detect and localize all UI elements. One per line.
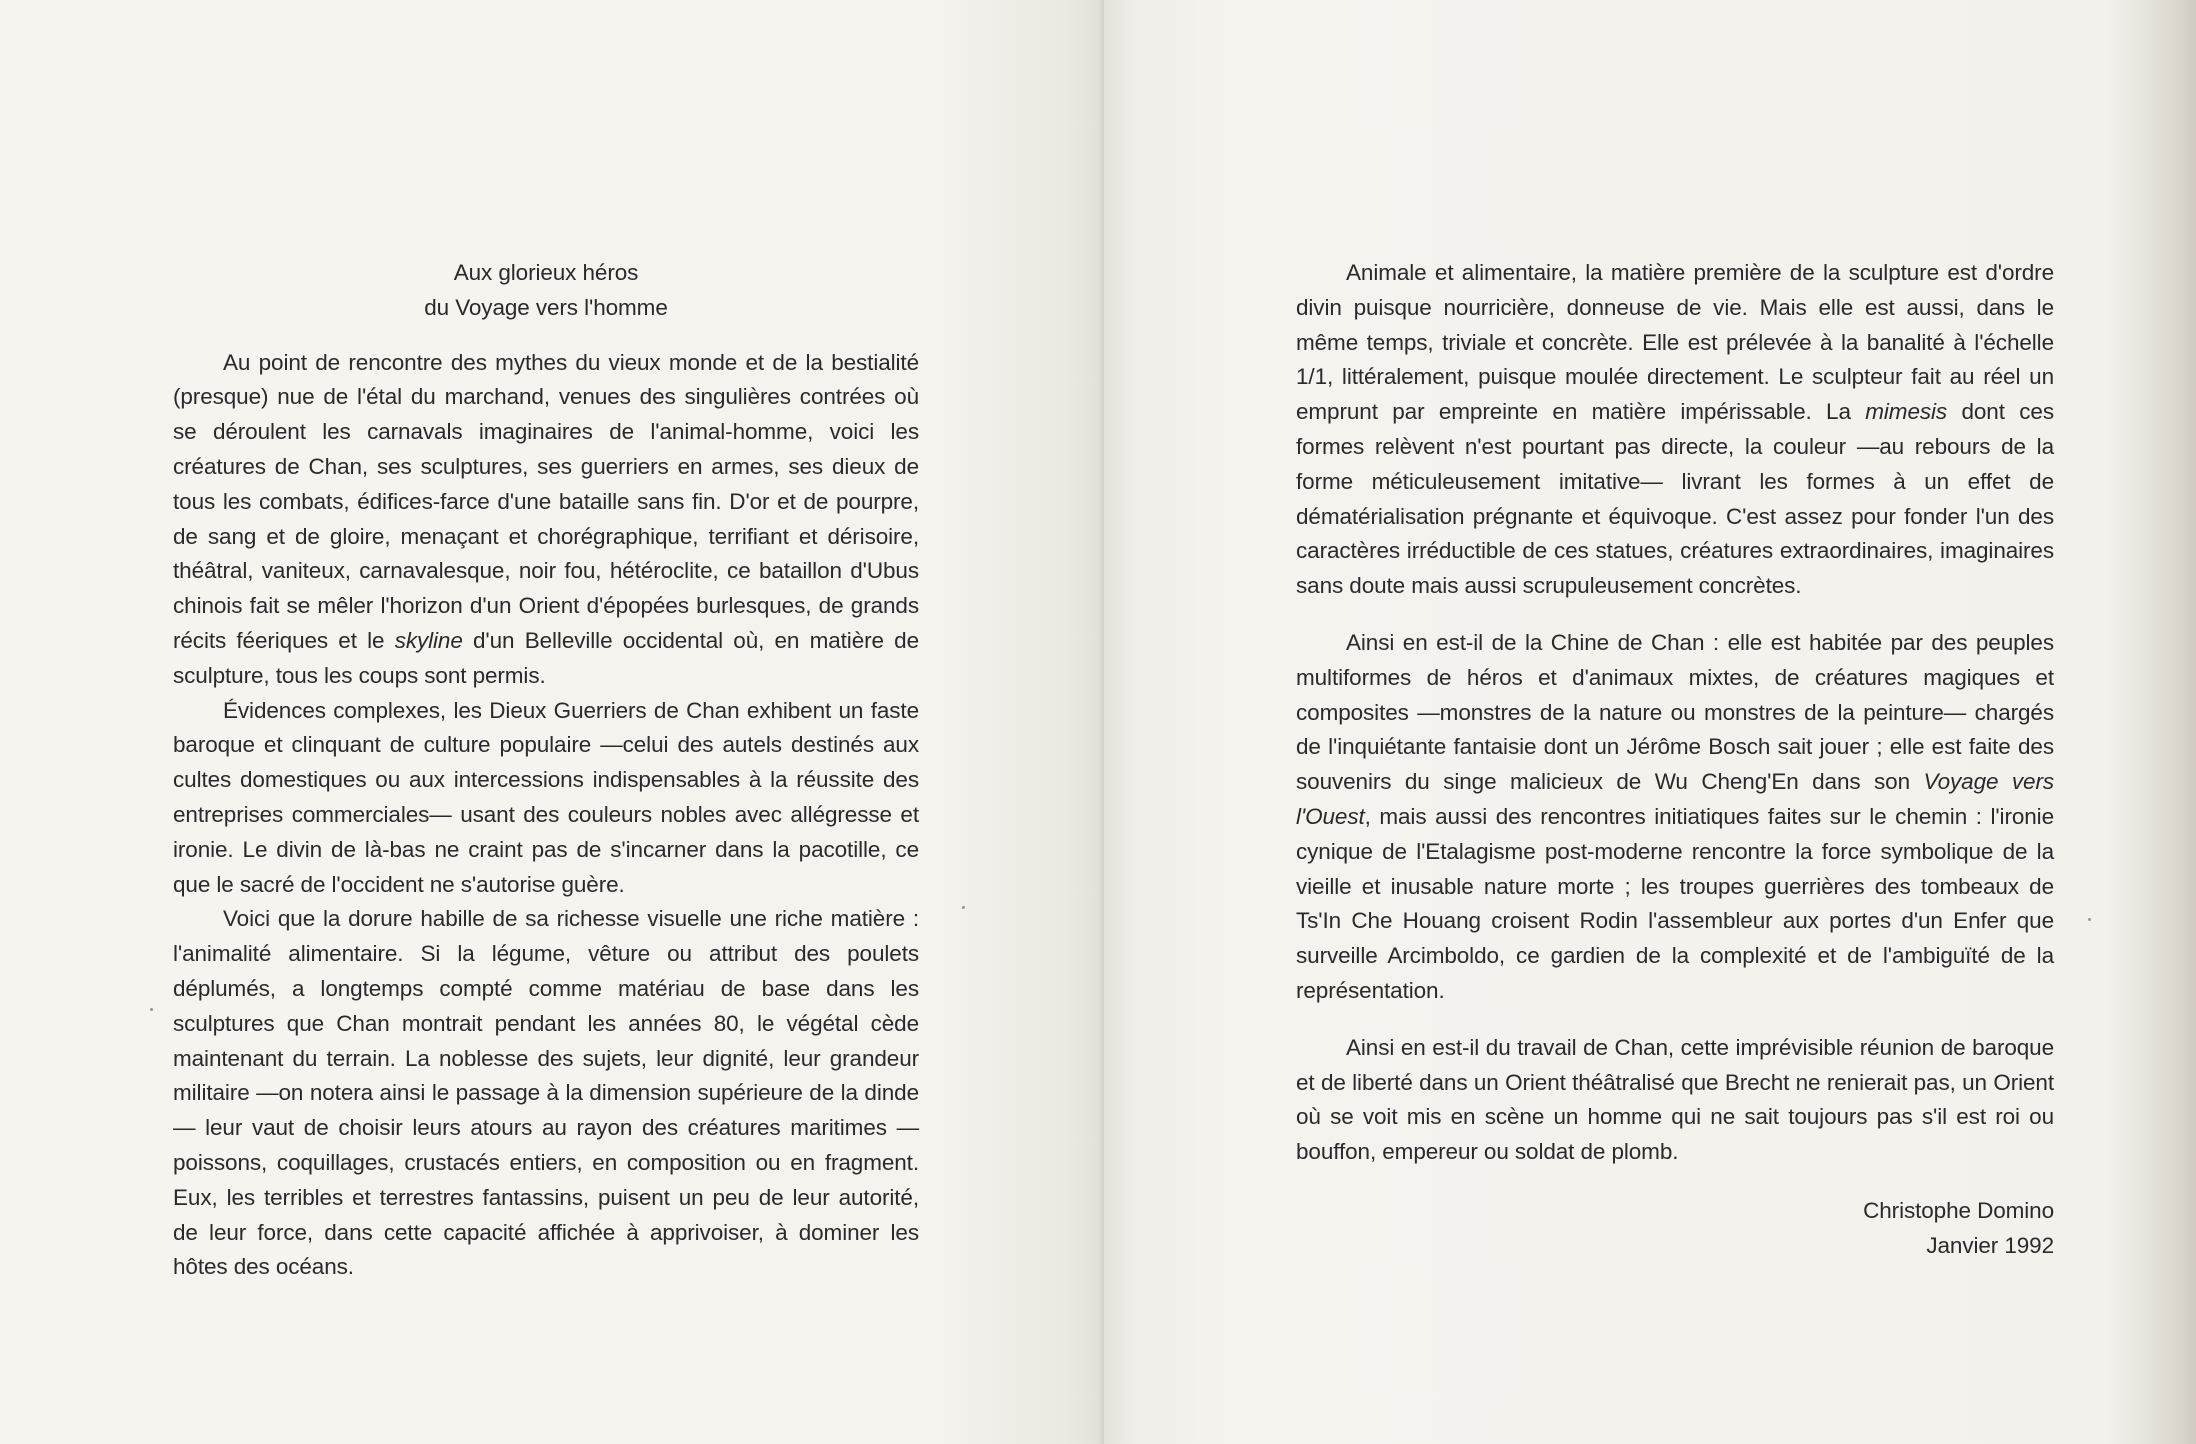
right-paragraph-2-text-a: Ainsi en est-il de la Chine de Chan : elle est habitée par des peuples multiformes de héros et d'animaux mixtes, de créatures magiques et composites —monstres de la nature ou monstres de la peinture— chargés de l'inquiétante fantaisie dont un Jérôme Bosch sait jouer ; elle est faite des souvenirs du singe malicieux de Wu Cheng'En dans son: [1296, 629, 2054, 795]
left-paragraph-1-text-b: d'un Belleville occidental où, en matière de sculpture, tous les coups sont permis.: [173, 627, 919, 688]
right-paragraph-2: [1296, 626, 2054, 1009]
signature-date: Janvier 1992: [1926, 1232, 2054, 1258]
right-paragraph-2-text-b: , mais aussi des rencontres initiatiques faites sur le chemin : l'ironie cynique de l'Etalagisme post-moderne rencontre la force symbolique de la vieille et inusable nature morte ; les troupes guerrières des tombeaux de Ts'In Che Houang croisent Rodin l'assembleur aux portes d'un Enfer que surveille Arcimboldo, ce gardien de la complexité et de l'ambiguïté de la représentation.: [1296, 803, 2054, 1003]
dedication-line-1: Aux glorieux héros: [453, 260, 639, 285]
right-paragraph-1-italic: mimesis: [1865, 399, 1948, 425]
left-text-column: [173, 256, 919, 1285]
paper-speck: [962, 906, 965, 909]
left-paragraph-1: [173, 346, 919, 694]
right-paragraph-2-italic: Voyage vers l'Ouest: [1296, 769, 2054, 829]
dedication: [173, 256, 919, 326]
paper-speck: [2088, 918, 2091, 921]
right-paragraph-1-text-a: Animale et alimentaire, la matière première de la sculpture est d'ordre divin puisque nourricière, donneuse de vie. Mais elle est aussi, dans le même temps, triviale et concrète. Elle est prélevée à la banalité à l'échelle 1/1, littéralement, puisque moulée directement. Le sculpteur fait au réel un emprunt par empreinte en matière impérissable. La: [1296, 260, 2054, 425]
left-paragraph-2: Évidences complexes, les Dieux Guerriers de Chan exhibent un faste baroque et clinquant de culture populaire —celui des autels destinés aux cultes domestiques ou aux intercessions indispensables à la réussite des entreprises commerciales— usant des couleurs nobles avec allégresse et ironie. Le divin de là-bas ne craint pas de s'incarner dans la pacotille, ce que le sacré de l'occident ne s'autorise guère.: [173, 697, 919, 897]
right-paragraph-1: [1296, 256, 2054, 604]
dedication-line-2: du Voyage vers l'homme: [424, 294, 668, 320]
signature-name: Christophe Domino: [1863, 1197, 2054, 1223]
signature: [1296, 1194, 2054, 1264]
left-paragraph-1-italic: skyline: [394, 627, 463, 653]
paper-speck: [150, 1008, 153, 1011]
left-paragraph-3: Voici que la dorure habille de sa richesse visuelle une riche matière : l'animalité alimentaire. Si la légume, vêture ou attribut des poulets déplumés, a longtemps compté comme matériau de base dans les sculptures que Chan montrait pendant les années 80, le végétal cède maintenant du terrain. La noblesse des sujets, leur dignité, leur grandeur militaire —on notera ainsi le passage à la dimension supérieure de la dinde— leur vaut de choisir leurs atours au rayon des créatures maritimes —poissons, coquillages, crustacés entiers, en composition ou en fragment. Eux, les terribles et terrestres fantassins, puisent un peu de leur autorité, de leur force, dans cette capacité affichée à apprivoiser, à dominer les hôtes des océans.: [173, 906, 919, 1280]
right-paragraph-1-text-b: dont ces formes relèvent n'est pourtant pas directe, la couleur —au rebours de la forme méticuleusement imitative— livrant les formes à un effet de dématérialisation prégnante et équivoque. C'est assez pour fonder l'un des caractères irréductible de ces statues, créatures extraordinaires, imaginaires sans doute mais aussi scrupuleusement concrètes.: [1296, 399, 2054, 599]
right-paragraph-3: Ainsi en est-il du travail de Chan, cette imprévisible réunion de baroque et de liberté dans un Orient théâtralisé que Brecht ne renierait pas, un Orient où se voit mis en scène un homme qui ne sait toujours pas s'il est roi ou bouffon, empereur ou soldat de plomb.: [1296, 1034, 2054, 1165]
right-text-column: [1296, 256, 2054, 1264]
right-page: [1104, 0, 2196, 1444]
left-paragraph-1-text-a: Au point de rencontre des mythes du vieux monde et de la bestialité (presque) nue de l'étal du marchand, venues des singulières contrées où se déroulent les carnavals imaginaires de l'animal-homme, voici les créatures de Chan, ses sculptures, ses guerriers en armes, ses dieux de tous les combats, édifices-farce d'une bataille sans fin. D'or et de pourpre, de sang et de gloire, menaçant et chorégraphique, terrifiant et dérisoire, théâtral, vaniteux, carnavalesque, noir fou, hétéroclite, ce bataillon d'Ubus chinois fait se mêler l'horizon d'un Orient d'épopées burlesques, de grands récits féeriques et le: [173, 349, 919, 653]
